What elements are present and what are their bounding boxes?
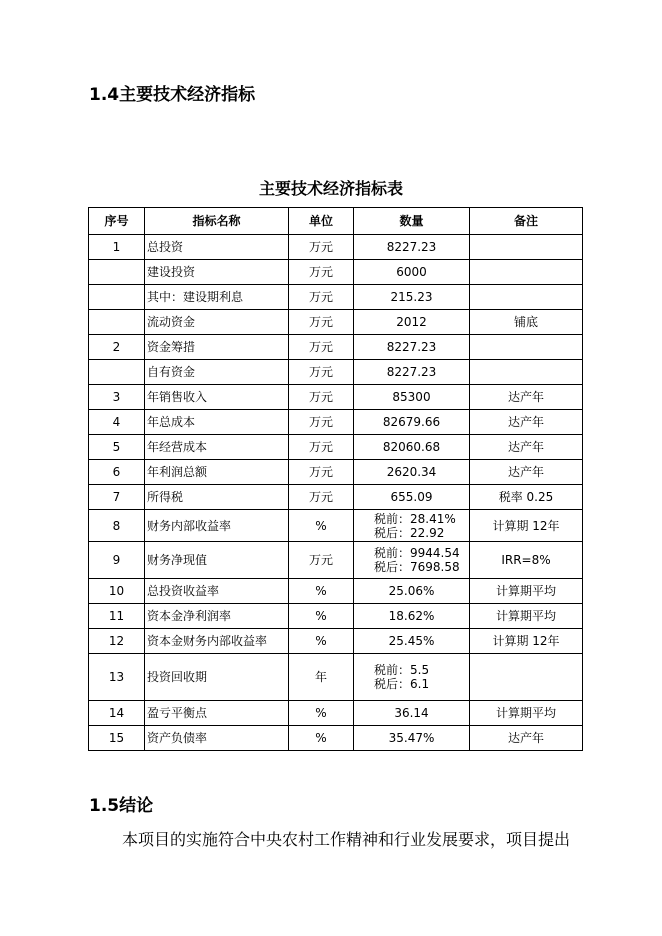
table-row (89, 579, 583, 604)
cell-no: 7 (89, 485, 145, 510)
cell-no: 3 (89, 385, 145, 410)
cell-quantity: 82679.66 (354, 410, 470, 435)
cell-name-text: 总投资收益率 (147, 584, 220, 598)
cell-name-text: 投资回收期 (147, 670, 208, 684)
cell-quantity (354, 654, 470, 701)
cell-note: 计算期平均 (470, 579, 583, 604)
cell-name (145, 235, 289, 260)
cell-quantity-line: 税前：28.41% (374, 511, 456, 526)
cell-quantity: 18.62% (354, 604, 470, 629)
cell-name (145, 654, 289, 701)
cell-no (89, 360, 145, 385)
cell-unit: 万元 (289, 360, 354, 385)
table-row (89, 435, 583, 460)
cell-note (470, 360, 583, 385)
cell-no: 5 (89, 435, 145, 460)
cell-name (145, 485, 289, 510)
cell-unit: 万元 (289, 260, 354, 285)
cell-no: 11 (89, 604, 145, 629)
cell-name (145, 579, 289, 604)
header-quantity: 数量 (354, 208, 470, 235)
cell-name (145, 542, 289, 579)
cell-note: 达产年 (470, 385, 583, 410)
cell-no (89, 260, 145, 285)
table-row (89, 360, 583, 385)
cell-quantity (354, 510, 470, 542)
cell-quantity: 8227.23 (354, 235, 470, 260)
cell-unit: % (289, 701, 354, 726)
cell-note: 计算期 12年 (470, 629, 583, 654)
cell-note: 计算期平均 (470, 701, 583, 726)
cell-quantity-line: 税后：6.1 (374, 677, 430, 691)
body-paragraph: 本项目的实施符合中央农村工作精神和行业发展要求，项目提出 (122, 830, 571, 849)
cell-note: 税率 0.25 (470, 485, 583, 510)
cell-note: IRR=8% (470, 542, 583, 579)
cell-no: 4 (89, 410, 145, 435)
cell-name (145, 410, 289, 435)
cell-no (89, 310, 145, 335)
table-row (89, 260, 583, 285)
indicator-table (88, 207, 583, 751)
cell-unit: 万元 (289, 435, 354, 460)
cell-unit: 万元 (289, 285, 354, 310)
cell-name-text: 资本金财务内部收益率 (147, 634, 268, 648)
cell-name (145, 629, 289, 654)
table-row (89, 410, 583, 435)
cell-unit: % (289, 604, 354, 629)
cell-unit: 万元 (289, 542, 354, 579)
header-no: 序号 (89, 208, 145, 235)
cell-name-text: 年总成本 (147, 415, 196, 429)
cell-unit: % (289, 510, 354, 542)
cell-unit: % (289, 579, 354, 604)
cell-name-text: 盈亏平衡点 (147, 706, 208, 720)
cell-unit: 万元 (289, 385, 354, 410)
cell-quantity: 215.23 (354, 285, 470, 310)
cell-note (470, 285, 583, 310)
cell-name (145, 460, 289, 485)
table-row (89, 510, 583, 542)
cell-unit: 万元 (289, 485, 354, 510)
cell-note: 达产年 (470, 726, 583, 751)
cell-name (145, 726, 289, 751)
table-row (89, 604, 583, 629)
cell-name-text: 年利润总额 (147, 465, 208, 479)
cell-name (145, 435, 289, 460)
cell-no: 12 (89, 629, 145, 654)
cell-name (145, 701, 289, 726)
cell-quantity-line: 税后：7698.58 (374, 560, 460, 574)
cell-name (145, 360, 289, 385)
cell-name-text: 其中：建设期利息 (147, 290, 244, 304)
cell-note: 计算期平均 (470, 604, 583, 629)
table-row (89, 310, 583, 335)
cell-unit: 年 (289, 654, 354, 701)
cell-no (89, 285, 145, 310)
cell-quantity-line: 税前：9944.54 (374, 546, 460, 560)
cell-no: 6 (89, 460, 145, 485)
cell-name-text: 财务内部收益率 (147, 518, 232, 533)
cell-unit: 万元 (289, 310, 354, 335)
cell-name (145, 260, 289, 285)
table-row (89, 385, 583, 410)
table-row (89, 654, 583, 701)
cell-quantity: 82060.68 (354, 435, 470, 460)
table-row (89, 485, 583, 510)
cell-name (145, 604, 289, 629)
table-row (89, 701, 583, 726)
cell-note: 达产年 (470, 460, 583, 485)
table-row (89, 726, 583, 751)
cell-no: 10 (89, 579, 145, 604)
cell-quantity: 655.09 (354, 485, 470, 510)
cell-unit: 万元 (289, 410, 354, 435)
cell-name-text: 流动资金 (147, 315, 196, 329)
cell-quantity: 2620.34 (354, 460, 470, 485)
cell-quantity-line: 税后：22.92 (374, 525, 445, 540)
cell-no: 2 (89, 335, 145, 360)
cell-name-text: 财务净现值 (147, 553, 208, 567)
cell-name-text: 总投资 (147, 240, 184, 254)
table-row (89, 335, 583, 360)
cell-unit: 万元 (289, 460, 354, 485)
cell-note: 铺底 (470, 310, 583, 335)
cell-note: 达产年 (470, 435, 583, 460)
cell-unit: 万元 (289, 235, 354, 260)
cell-no: 1 (89, 235, 145, 260)
cell-name (145, 335, 289, 360)
cell-no: 15 (89, 726, 145, 751)
cell-quantity (354, 542, 470, 579)
table-row (89, 235, 583, 260)
table-row (89, 629, 583, 654)
cell-name-text: 年销售收入 (147, 390, 208, 404)
section-heading-1-5: 1.5结论 (89, 796, 154, 816)
cell-name-text: 自有资金 (147, 365, 196, 379)
table-row (89, 542, 583, 579)
table-row (89, 285, 583, 310)
cell-no: 8 (89, 510, 145, 542)
cell-unit: % (289, 726, 354, 751)
cell-unit: % (289, 629, 354, 654)
cell-name-text: 资本金净利润率 (147, 609, 232, 623)
table-header-row (89, 208, 583, 235)
cell-note (470, 654, 583, 701)
cell-quantity: 85300 (354, 385, 470, 410)
cell-note: 计算期 12年 (470, 510, 583, 542)
cell-name (145, 285, 289, 310)
cell-quantity: 2012 (354, 310, 470, 335)
cell-quantity: 25.45% (354, 629, 470, 654)
cell-note (470, 260, 583, 285)
section-heading-1-4: 1.4主要技术经济指标 (89, 85, 256, 105)
table-caption: 主要技术经济指标表 (258, 179, 403, 198)
cell-name (145, 510, 289, 542)
header-note: 备注 (470, 208, 583, 235)
cell-name-text: 所得税 (147, 490, 184, 504)
cell-quantity: 25.06% (354, 579, 470, 604)
cell-no: 13 (89, 654, 145, 701)
cell-unit: 万元 (289, 335, 354, 360)
cell-name-text: 资产负债率 (147, 731, 208, 745)
cell-name-text: 资金筹措 (147, 340, 196, 354)
header-unit: 单位 (289, 208, 354, 235)
cell-no: 14 (89, 701, 145, 726)
cell-quantity-line: 税前：5.5 (374, 663, 430, 677)
cell-name (145, 385, 289, 410)
header-name: 指标名称 (145, 208, 289, 235)
cell-quantity: 6000 (354, 260, 470, 285)
cell-quantity: 36.14 (354, 701, 470, 726)
cell-quantity: 8227.23 (354, 335, 470, 360)
cell-name-text: 年经营成本 (147, 440, 208, 454)
table-row (89, 460, 583, 485)
cell-no: 9 (89, 542, 145, 579)
cell-quantity: 35.47% (354, 726, 470, 751)
cell-note (470, 235, 583, 260)
cell-quantity: 8227.23 (354, 360, 470, 385)
cell-name (145, 310, 289, 335)
cell-note: 达产年 (470, 410, 583, 435)
cell-note (470, 335, 583, 360)
cell-name-text: 建设投资 (147, 265, 196, 279)
